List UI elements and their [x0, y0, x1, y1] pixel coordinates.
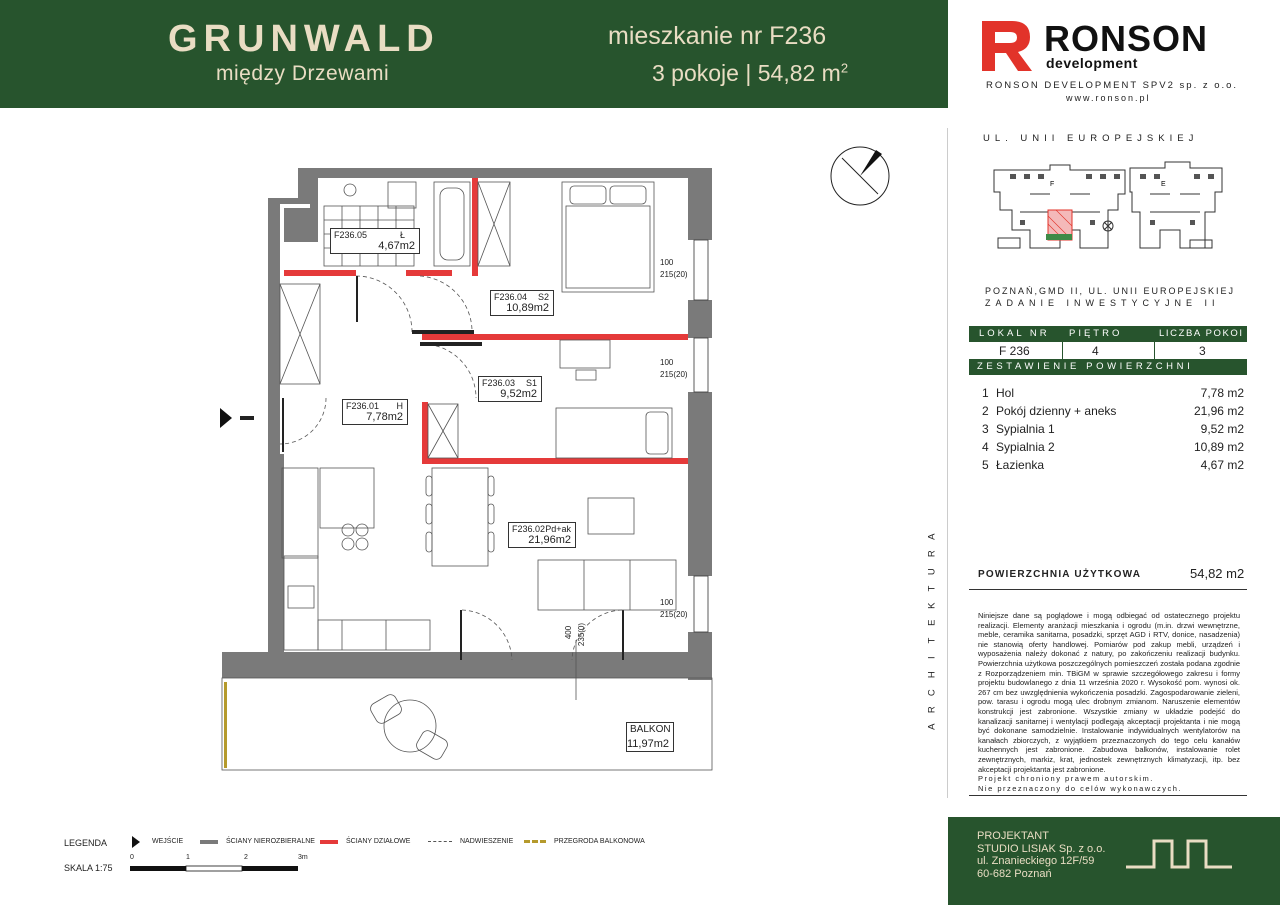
scale-tick: 0 — [130, 854, 134, 861]
window-dim: 100 — [660, 258, 674, 267]
col-floor: PIĘTRO — [1069, 328, 1123, 339]
developer-logo-sub: development — [1046, 55, 1138, 71]
company-name: RONSON DEVELOPMENT SPV2 sp. z o.o. — [986, 80, 1239, 91]
scale-tick: 3m — [298, 854, 308, 861]
room-label-bedroom-1: F236.03 S1 9,52m2 — [478, 376, 542, 402]
legend-structural-walls: ŚCIANY NIEROZBIERALNE — [226, 838, 315, 845]
list-item: 1 Hol 7,78 m2 — [982, 386, 1244, 400]
brand-subtitle: między Drzewami — [216, 62, 390, 85]
room-label-balcony: BALKON 11,97m2 — [626, 722, 674, 752]
unit-table-header — [969, 326, 1247, 342]
list-item: 5 Łazienka 4,67 m2 — [982, 458, 1244, 472]
room-label-living-room: F236.02 Pd+ak 21,96m2 — [508, 522, 576, 548]
scale-tick: 2 — [244, 854, 248, 861]
legend — [0, 830, 900, 900]
apartment-area-sup: 2 — [840, 60, 849, 76]
entrance-arrow-icon — [220, 408, 232, 428]
window-dim: 215(20) — [660, 370, 688, 379]
apartment-rooms: 3 pokoje — [652, 60, 739, 86]
architecture-vertical-label: A R U T K E T I H C R A — [926, 533, 938, 731]
col-rooms: LICZBA POKOI — [1159, 328, 1244, 339]
designer-company: STUDIO LISIAK Sp. z o.o. — [977, 842, 1106, 855]
ronson-logo-icon — [982, 21, 1032, 71]
window-dim: 100 — [660, 598, 674, 607]
site-plan-map — [990, 150, 1230, 258]
legend-partition-walls: ŚCIANY DZIAŁOWE — [346, 838, 411, 845]
table-divider — [1062, 326, 1063, 360]
balcony-divider-swatch — [524, 840, 546, 843]
designer-title: PROJEKTANT — [977, 830, 1049, 842]
disclaimer-body: Niniejsze dane są poglądowe i mogą odbiegać od ostatecznego projektu realizacji. Elementy aranżacji mieszkania i ogrodu (m.in. drzwi wewnętrzne, meble, ceramika sanitarna, posadzki, sprzęt AGD i RTV, donice, nasadzenia) nie stanowią oferty handlowej. Pomiarów pod zakup mebli, urządzeń i wyposażenia należy dokonać z natury, po zakończeniu realizacji budynku. Powierzchnia użytkowa poszczególnych pomieszczeń została podana zgodnie z Rozporządzeniem min. TBiGM w sprawie szczegółowego zakresu i formy projektu budowlanego z dnia 11 września 2020 r. Wysokość pom. wynosi ok. 267 cm bez uwzględnienia wykończenia posadzki. Zagospodarowanie zieleni, pow. tarasu i ogrodu mogą ulec drobnym zmianom. Naruszenie elementów konstrukcji jest zabronione. Wszystkie zmiany w układzie podejść do kanalizacji sanitarnej i wentylacji podlegają akceptacji projektanta i nie mogą być dokonane samodzielnie. Instalowanie indywidualnych wentylatorów na kanałach zbiorczych, z wyjątkiem przeznaczonych do tego celu kanałów kuchennych jest zabronione. Zabudowa balkonów, instalowanie rolet zewnętrznych, markiz, krat, jednostek zewnętrznych klimatyzacji, itp. bez akceptacji projektanta jest zabronione. — [978, 611, 1240, 774]
developer-logo-name: RONSON — [1044, 18, 1209, 59]
overhang-swatch — [428, 841, 452, 842]
partition-wall-swatch — [320, 840, 338, 844]
legend-overhang: NADWIESZENIE — [460, 838, 514, 845]
site-marker-f: F — [1050, 181, 1055, 188]
studio-logo-icon — [1124, 837, 1234, 873]
window-dim: 100 — [660, 358, 674, 367]
total-area-value: 54,82 m2 — [1190, 566, 1245, 581]
list-item: 2 Pokój dzienny + aneks 21,96 m2 — [982, 404, 1244, 418]
door-dim: 235(0) — [577, 622, 587, 647]
floor-value: 4 — [1092, 344, 1099, 358]
legend-title: LEGENDA — [64, 838, 108, 848]
apartment-summary — [652, 60, 848, 87]
room-label-bathroom: F236.05 Ł 4,67m2 — [330, 228, 420, 254]
designer-street: ul. Znanieckiego 12F/59 — [977, 855, 1095, 867]
rooms-value: 3 — [1199, 344, 1206, 358]
apartment-area: 54,82 m — [757, 60, 841, 86]
area-summary-list — [982, 386, 1244, 476]
legend-balcony-divider: PRZEGRODA BALKONOWA — [554, 838, 645, 845]
list-item: 3 Sypialnia 1 9,52 m2 — [982, 422, 1244, 436]
scale-tick: 1 — [186, 854, 190, 861]
panel-divider — [947, 128, 948, 798]
street-label: UL. UNII EUROPEJSKIEJ — [983, 133, 1199, 144]
investment-phase: ZADANIE INWESTYCYJNE II — [985, 298, 1220, 308]
unit-table-row — [969, 342, 1247, 360]
north-compass-icon — [831, 147, 889, 205]
scale-bar — [130, 864, 310, 874]
area-summary-heading: ZESTAWIENIE POWIERZCHNI — [969, 360, 1247, 375]
site-marker-e: E — [1161, 181, 1166, 188]
address-line: POZNAŃ,GMD II, UL. UNII EUROPEJSKIEJ — [985, 286, 1236, 296]
disclaimer — [978, 611, 1240, 793]
window-dim: 215(20) — [660, 270, 688, 279]
list-item: 4 Sypialnia 2 10,89 m2 — [982, 440, 1244, 454]
brand-title: GRUNWALD — [168, 18, 440, 60]
floor-plan — [210, 120, 930, 820]
unit-number-value: F 236 — [999, 344, 1030, 358]
door-dim: 400 — [564, 625, 574, 640]
col-unit-number: LOKAL NR — [979, 328, 1050, 339]
designer-info — [977, 830, 1105, 880]
total-area-label: POWIERZCHNIA UŻYTKOWA — [978, 569, 1142, 580]
divider — [969, 589, 1247, 590]
window-dim: 215(20) — [660, 610, 688, 619]
scale-label: SKALA 1:75 — [64, 863, 113, 873]
floor-plan-drawing — [210, 120, 930, 820]
copyright-line: Projekt chroniony prawem autorskim. — [978, 774, 1154, 784]
apartment-title: mieszkanie nr F236 — [608, 22, 827, 50]
legend-entrance: WEJŚCIE — [152, 838, 184, 845]
room-label-bedroom-2: F236.04 S2 10,89m2 — [490, 290, 554, 316]
copyright-line: Nie przeznaczony do celów wykonawczych. — [978, 783, 1182, 793]
structural-wall-swatch — [200, 840, 218, 844]
apartment-separator: | — [745, 60, 752, 86]
room-label-hall: F236.01 H 7,78m2 — [342, 399, 408, 425]
website-link[interactable]: www.ronson.pl — [1066, 93, 1151, 103]
header-banner — [0, 0, 948, 108]
table-divider — [1154, 326, 1155, 360]
entrance-icon — [132, 836, 140, 848]
divider — [969, 795, 1247, 796]
designer-city: 60-682 Poznań — [977, 867, 1052, 880]
